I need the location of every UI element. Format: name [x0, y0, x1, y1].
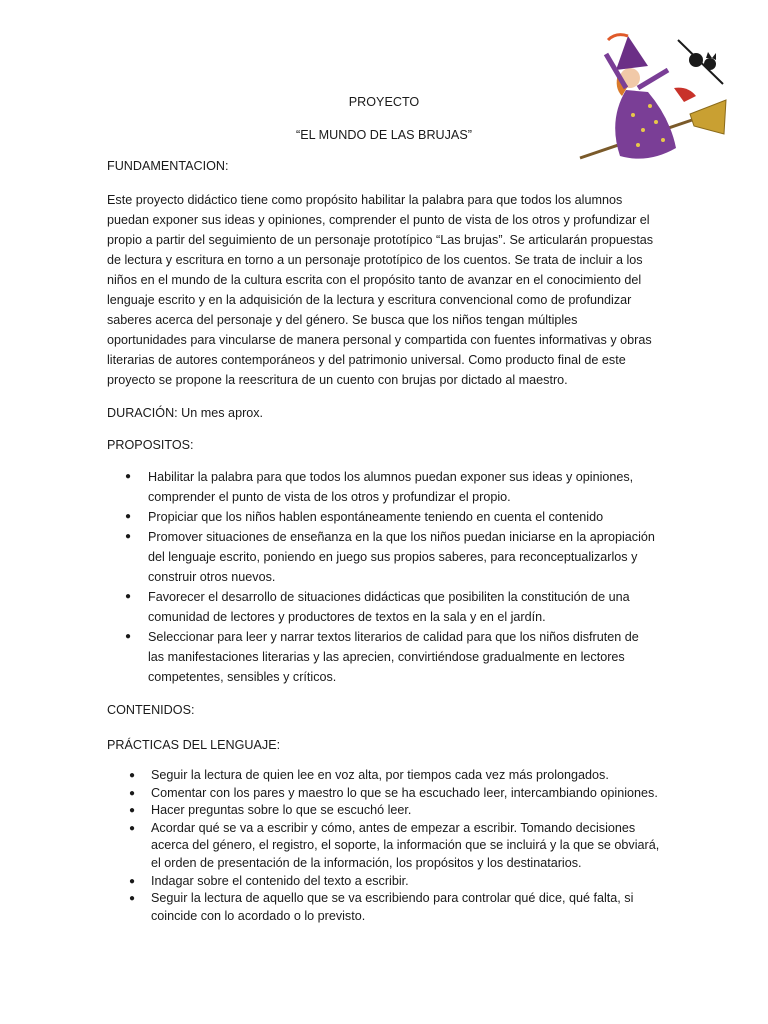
list-item-text: Indagar sobre el contenido del texto a escribir.	[151, 873, 409, 888]
bullet-icon: ●	[125, 591, 132, 602]
list-item	[107, 767, 667, 785]
list-item	[107, 467, 657, 507]
contenidos-heading: CONTENIDOS:	[107, 703, 195, 717]
list-item-text: Seleccionar para leer y narrar textos literarios de calidad para que los niños disfruten de las manifestaciones literarias y las aprecien, convirtiéndose gradualmente en lectores competentes, sensibles y críticos.	[148, 630, 639, 684]
document-subtitle: “EL MUNDO DE LAS BRUJAS”	[296, 128, 472, 142]
bullet-icon: ●	[125, 631, 132, 642]
list-item-text: Propiciar que los niños hablen espontáneamente teniendo en cuenta el contenido	[148, 510, 604, 524]
list-item	[107, 802, 667, 820]
practicas-list	[107, 767, 667, 925]
bullet-icon: ●	[129, 893, 136, 905]
bullet-icon: ●	[129, 787, 136, 799]
duracion-value: Un mes aprox.	[177, 406, 264, 420]
practicas-heading: PRÁCTICAS DEL LENGUAJE:	[107, 738, 281, 752]
bullet-icon: ●	[129, 805, 136, 817]
document-title: PROYECTO	[348, 95, 420, 109]
list-item-text: Hacer preguntas sobre lo que se escuchó leer.	[151, 803, 412, 818]
list-item-text: Comentar con los pares y maestro lo que se ha escuchado leer, intercambiando opiniones.	[151, 785, 658, 800]
list-item	[107, 627, 657, 687]
list-item	[107, 507, 657, 527]
list-item-text: Seguir la lectura de quien lee en voz alta, por tiempos cada vez más prolongados.	[151, 768, 609, 782]
list-item-text: Seguir la lectura de aquello que se va escribiendo para controlar qué dice, qué falta, si coincide con lo acordado o lo previsto.	[151, 891, 634, 923]
list-item	[107, 527, 657, 587]
bullet-icon: ●	[125, 531, 132, 542]
list-item-text: Acordar qué se va a escribir y cómo, antes de empezar a escribir. Tomando decisiones acerca del género, el registro, el soporte, la información que se incluirá y la que se obviará, el orden de presentación de la información, los propósitos y los destinatarios.	[151, 820, 660, 870]
duracion-label: DURACIÓN:	[107, 406, 178, 420]
list-item	[107, 785, 667, 803]
list-item	[107, 587, 657, 627]
list-item-text: Favorecer el desarrollo de situaciones didácticas que posibiliten la constitución de una comunidad de lectores y productores de textos en la sala y en el jardín.	[148, 590, 630, 624]
duracion-line	[107, 403, 662, 423]
list-item-text: Habilitar la palabra para que todos los alumnos puedan exponer sus ideas y opiniones, comprender el punto de vista de los otros y profundizar el propio.	[148, 470, 634, 504]
fundamentacion-heading: FUNDAMENTACION:	[107, 159, 229, 173]
bullet-icon: ●	[129, 822, 136, 834]
list-item	[107, 820, 667, 873]
propositos-list	[107, 467, 657, 687]
list-item-text: Promover situaciones de enseñanza en la que los niños puedan iniciarse en la apropiación del lenguaje escrito, poniendo en juego sus propios saberes, para reconceptualizarlos y construir otros nuevos.	[148, 530, 655, 584]
bullet-icon: ●	[129, 770, 136, 781]
list-item	[107, 873, 667, 891]
propositos-heading: PROPOSITOS:	[107, 438, 194, 452]
list-item	[107, 890, 667, 925]
bullet-icon: ●	[129, 875, 136, 887]
bullet-icon: ●	[125, 511, 132, 522]
bullet-icon: ●	[125, 471, 132, 482]
fundamentacion-paragraph: Este proyecto didáctico tiene como propósito habilitar la palabra para que todos los alumnos puedan exponer sus ideas y opiniones, comprender el punto de vista de los otros y profundizar el propio a partir del seguimiento de un personaje prototípico “Las brujas”. Se articularán propuestas de lectura y escritura en torno a un personaje prototípico de los cuentos. Se trata de incluir a los niños en el mundo de la cultura escrita con el propósito tanto de avanzar en el conocimiento del lenguaje escrito y en la adquisición de la lectura y escritura convencional como de profundizar saberes acerca del personaje y del género. Se busca que los niños tengan múltiples oportunidades para vincularse de manera personal y compartida con fuentes informativas y obras literarias de autores contemporáneos y del patrimonio universal. Como producto final de este proyecto se propone la reescritura de un cuento con brujas por dictado al maestro.	[107, 193, 654, 387]
